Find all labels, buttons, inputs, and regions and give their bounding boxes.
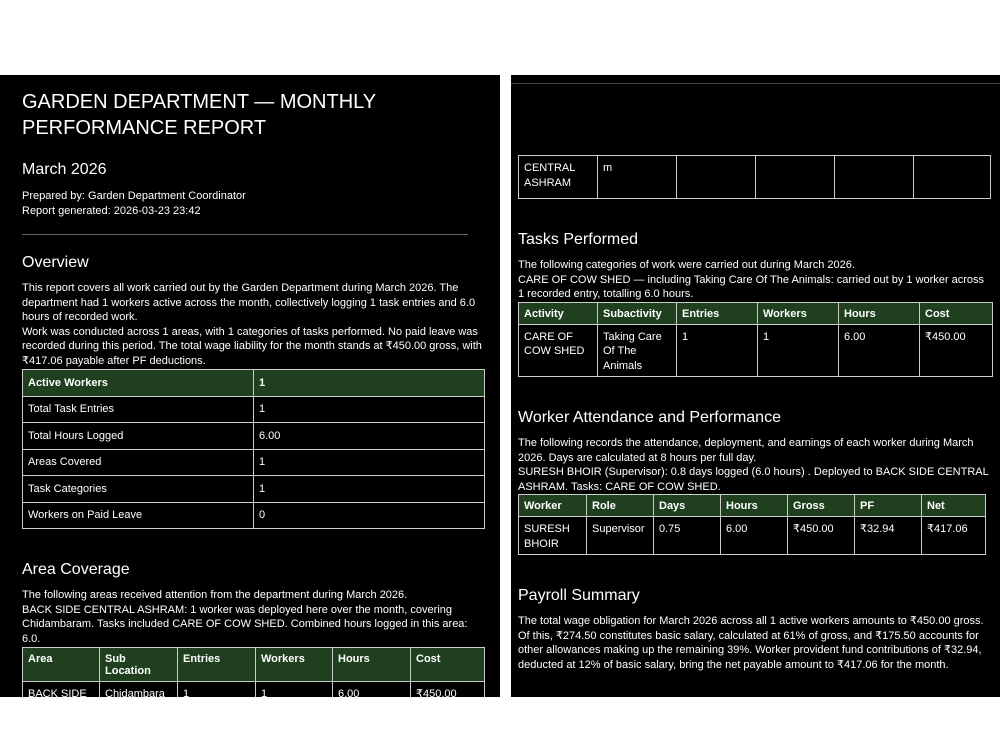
- overview-heading: Overview: [22, 254, 89, 271]
- stats-row: [23, 476, 485, 503]
- table-cell: CENTRAL ASHRAM: [519, 156, 598, 199]
- table-row: [519, 517, 986, 555]
- table-cell: Chidambara: [100, 682, 178, 698]
- column-header: Workers: [256, 648, 333, 682]
- stat-value: 1: [254, 396, 485, 423]
- table-cell: 6.00: [721, 517, 788, 555]
- table-cell: [914, 156, 991, 199]
- table-cell: 6.00: [333, 682, 411, 698]
- column-header: Worker: [519, 495, 587, 517]
- column-header: Hours: [721, 495, 788, 517]
- table-cell: SURESH BHOIR: [519, 517, 587, 555]
- table-cell: ₹450.00: [920, 324, 993, 377]
- stat-value: 1: [254, 449, 485, 476]
- stats-row: [23, 502, 485, 529]
- table-cell: Taking Care Of The Animals: [598, 324, 677, 377]
- column-header: Role: [587, 495, 654, 517]
- table-cell: BACK SIDE: [23, 682, 100, 698]
- overview-paragraph-1: This report covers all work carried out by the Garden Department during March 2026. The department had 1 workers active across the month, collectively logging 1 task entries and 6.0 hours of recorded work.: [22, 282, 476, 323]
- column-header: Hours: [839, 302, 920, 324]
- report-page-left: [0, 75, 500, 697]
- column-header: Hours: [333, 648, 411, 682]
- table-cell: 1: [256, 682, 333, 698]
- table-row: [519, 324, 993, 377]
- table-header-row: [23, 648, 485, 682]
- stat-label: Total Task Entries: [23, 396, 254, 423]
- column-header: Days: [654, 495, 721, 517]
- stats-row: [23, 449, 485, 476]
- stat-value: 0: [254, 502, 485, 529]
- table-cell: Supervisor: [587, 517, 654, 555]
- tasks-paragraph-1: The following categories of work were carried out during March 2026.: [518, 259, 855, 271]
- column-header: Net: [922, 495, 986, 517]
- attendance-heading: Worker Attendance and Performance: [518, 409, 781, 426]
- stats-row: [23, 370, 485, 397]
- overview-stats-table: [22, 369, 485, 529]
- report-page-right: [511, 75, 1000, 697]
- stat-label: Total Hours Logged: [23, 423, 254, 450]
- table-header-row: [519, 302, 993, 324]
- overview-paragraph-2: Work was conducted across 1 areas, with 1 categories of tasks performed. No paid leave was recorded during this period. The total wage liability for the month stands at ₹450.00 gross, with ₹417.06 payable after PF deductions.: [22, 325, 482, 367]
- page-top-rule: [511, 83, 1000, 84]
- table-cell: 0.75: [654, 517, 721, 555]
- table-cell: [756, 156, 835, 199]
- attendance-paragraph-1: The following records the attendance, deployment, and earnings of each worker during March 2026. Days are calculated at 8 hours per full day.: [518, 437, 974, 464]
- stat-label: Task Categories: [23, 476, 254, 503]
- stat-value: 1: [254, 370, 485, 397]
- column-header: Cost: [920, 302, 993, 324]
- report-generated: Report generated: 2026-03-23 23:42: [22, 205, 201, 217]
- table-cell: ₹32.94: [855, 517, 922, 555]
- stats-row: [23, 396, 485, 423]
- stat-value: 1: [254, 476, 485, 503]
- area-table: [22, 647, 485, 697]
- table-cell: ₹450.00: [411, 682, 485, 698]
- table-cell: 1: [178, 682, 256, 698]
- area-paragraph-1: The following areas received attention from the department during March 2026.: [22, 589, 408, 601]
- column-header: Area: [23, 648, 100, 682]
- table-cell: CARE OF COW SHED: [519, 324, 598, 377]
- table-cell: [677, 156, 756, 199]
- table-cell: 1: [758, 324, 839, 377]
- report-title-line2: PERFORMANCE REPORT: [22, 117, 267, 139]
- column-header: Entries: [677, 302, 758, 324]
- column-header: PF: [855, 495, 922, 517]
- attendance-table: [518, 494, 986, 555]
- prepared-by: Prepared by: Garden Department Coordinator: [22, 190, 246, 202]
- table-cell: [835, 156, 914, 199]
- divider: [22, 234, 468, 235]
- stat-label: Areas Covered: [23, 449, 254, 476]
- column-header: Activity: [519, 302, 598, 324]
- column-header: Gross: [788, 495, 855, 517]
- tasks-table: [518, 302, 993, 378]
- table-cell: ₹450.00: [788, 517, 855, 555]
- stats-row: [23, 423, 485, 450]
- table-row: [23, 682, 485, 698]
- stat-label: Active Workers: [23, 370, 254, 397]
- column-header: Subactivity: [598, 302, 677, 324]
- payroll-heading: Payroll Summary: [518, 587, 640, 604]
- area-table-continued: [518, 155, 991, 199]
- column-header: Sub Location: [100, 648, 178, 682]
- report-title: [22, 89, 486, 141]
- payroll-paragraph-1: The total wage obligation for March 2026 across all 1 active workers amounts to ₹450.00 gross. Of this, ₹274.50 constitutes basic salary, calculated at 61% of gross, and ₹175.50 accounts for other allowances making up the remaining 39%. Worker provident fund contributions of ₹32.94, deducted at 12% of basic salary, bring the net payable amount to ₹417.06 for the month.: [518, 615, 984, 671]
- table-cell: m: [598, 156, 677, 199]
- area-coverage-heading: Area Coverage: [22, 561, 130, 578]
- tasks-paragraph-2: CARE OF COW SHED — including Taking Care Of The Animals: carried out by 1 worker across 1 recorded entry, totalling 6.0 hours.: [518, 273, 985, 300]
- table-header-row: [519, 495, 986, 517]
- tasks-heading: Tasks Performed: [518, 231, 639, 248]
- column-header: Cost: [411, 648, 485, 682]
- table-cell: ₹417.06: [922, 517, 986, 555]
- table-cell: 1: [677, 324, 758, 377]
- area-paragraph-2: BACK SIDE CENTRAL ASHRAM: 1 worker was deployed here over the month, covering Chidambaram. Tasks included CARE OF COW SHED. Combined hours logged in this area: 6.0.: [22, 603, 468, 645]
- column-header: Workers: [758, 302, 839, 324]
- report-title-line1: GARDEN DEPARTMENT — MONTHLY: [22, 91, 377, 113]
- attendance-paragraph-2: SURESH BHOIR (Supervisor): 0.8 days logged (6.0 hours) . Deployed to BACK SIDE CENTRAL ASHRAM. Tasks: CARE OF COW SHED.: [518, 466, 989, 493]
- stat-value: 6.00: [254, 423, 485, 450]
- report-month: March 2026: [22, 161, 107, 178]
- column-header: Entries: [178, 648, 256, 682]
- table-row: [519, 156, 991, 199]
- table-cell: 6.00: [839, 324, 920, 377]
- stat-label: Workers on Paid Leave: [23, 502, 254, 529]
